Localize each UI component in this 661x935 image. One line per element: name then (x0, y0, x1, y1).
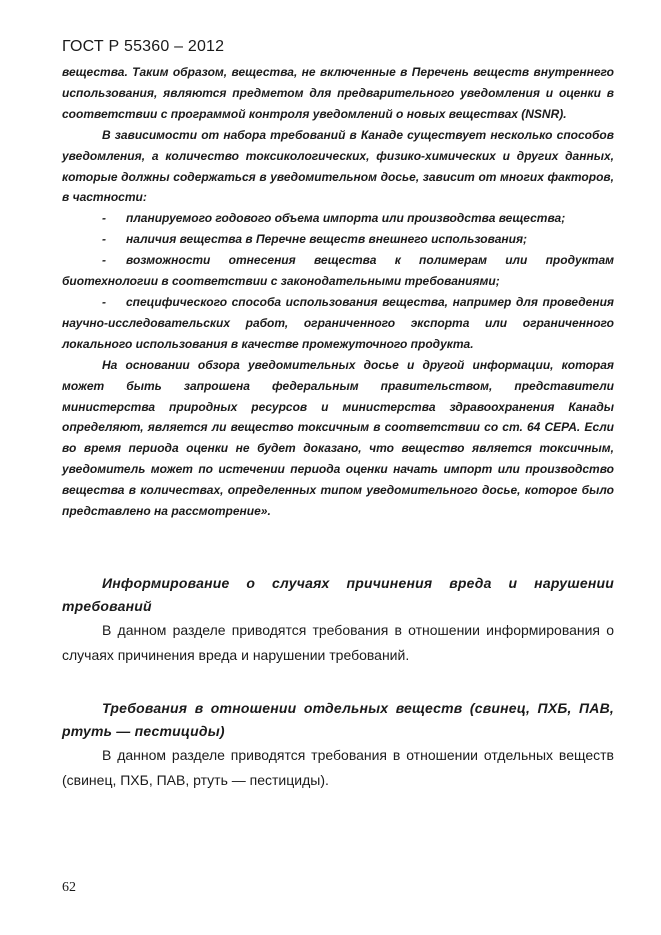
list-item-text: наличия вещества в Перечне веществ внешнего использования; (126, 232, 528, 247)
list-item (62, 250, 614, 292)
document-header: ГОСТ Р 55360 – 2012 (62, 38, 225, 55)
main-body (62, 62, 614, 522)
list-item (62, 229, 614, 250)
list-item (62, 208, 614, 229)
list-item-text: специфического способа использования вещества, например для проведения научно-исследовательских работ, ограниченного экспорта или ограниченного локального использования в качестве промежуточного продукта. (62, 294, 614, 351)
list-item-text: возможности отнесения вещества к полимерам или продуктам биотехнологии в соответствии с законодательными требованиями; (62, 253, 614, 289)
section-harm-reporting (62, 572, 614, 668)
list-marker: - (102, 294, 106, 309)
list-marker: - (102, 253, 106, 268)
section-text: В данном разделе приводятся требования в отношении информирования о случаях причинения вреда и нарушении требований. (62, 622, 614, 663)
list-item (62, 292, 614, 355)
list-item-text: планируемого годового объема импорта или производства вещества; (126, 211, 566, 226)
paragraph-review: На основании обзора уведомительных досье и другой информации, которая может быть запрошена федеральным правительством, представители министерства природных ресурсов и министерства здравоохранения Канады определяют, является ли вещество токсичным в соответствии со ст. 64 CEPA. Если во время периода оценки не будет доказано, что вещество является токсичным, уведомитель может по истечении периода оценки начать импорт или производство вещества в количествах, определенных типом уведомительного досье, которое было представлено на рассмотрение». (62, 357, 614, 519)
list-marker: - (102, 232, 106, 247)
page-number: 62 (62, 880, 76, 895)
section-specific-substances (62, 697, 614, 793)
paragraph-notification-methods: В зависимости от набора требований в Канаде существует несколько способов уведомления, а количество токсикологических, физико-химических и других данных, которые должны содержаться в уведомительном досье, зависит от многих факторов, в частности: (62, 127, 614, 205)
section-title: Информирование о случаях причинения вреда и нарушении требований (62, 575, 614, 614)
section-text: В данном разделе приводятся требования в отношении отдельных веществ (свинец, ПХБ, ПАВ, ртуть — пестициды). (62, 747, 614, 788)
list-marker: - (102, 211, 106, 226)
section-title: Требования в отношении отдельных веществ (свинец, ПХБ, ПАВ, ртуть — пестициды) (62, 700, 614, 739)
paragraph-continuation: вещества. Таким образом, вещества, не включенные в Перечень веществ внутреннего использования, являются предметом для предварительного уведомления и оценки в соответствии с программой контроля уведомлений о новых веществах (NSNR). (62, 65, 614, 121)
